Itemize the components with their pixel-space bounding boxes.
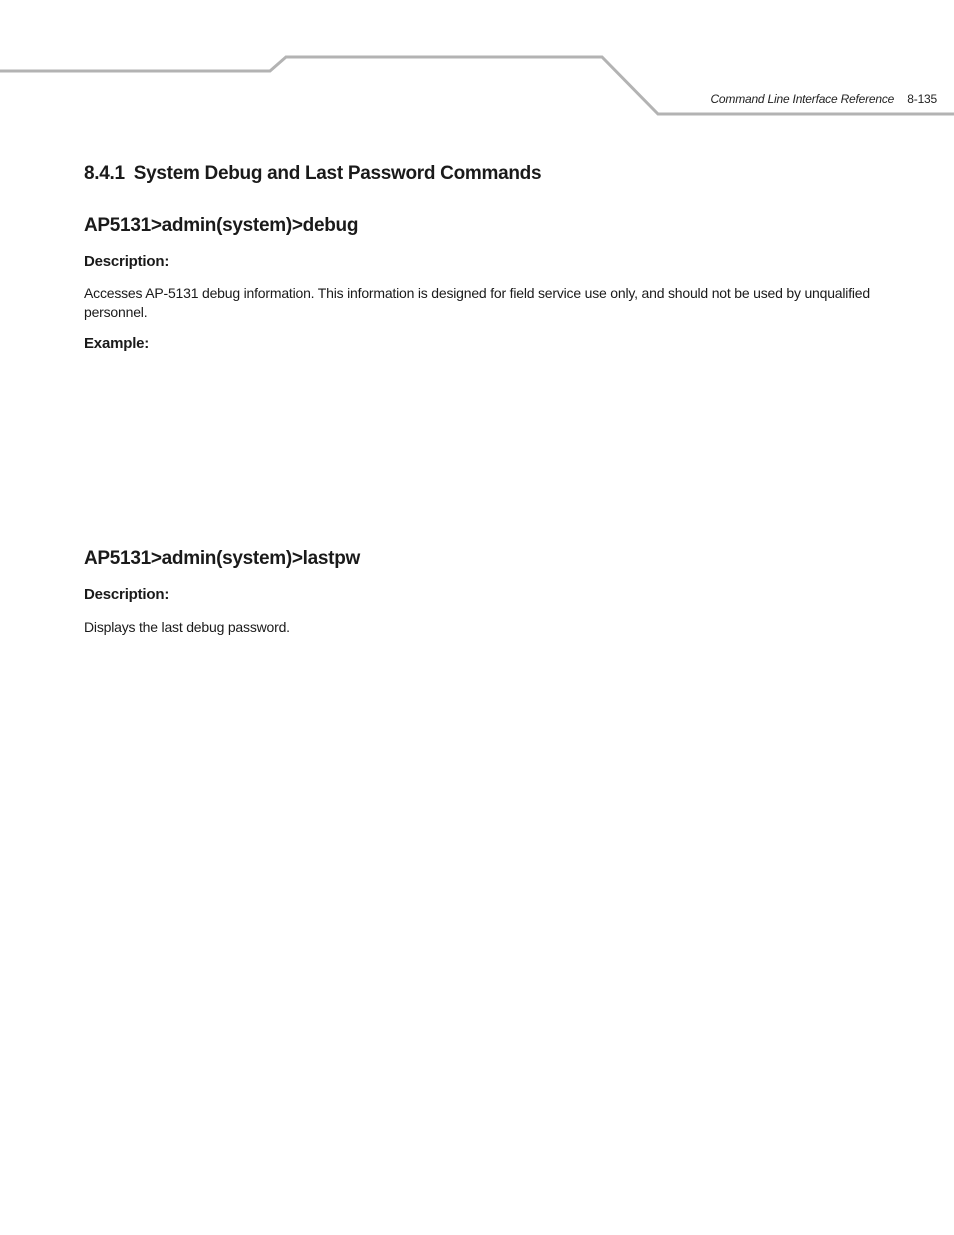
description-label-lastpw: Description: — [84, 586, 170, 603]
command-heading-lastpw: AP5131>admin(system)>lastpw — [84, 548, 360, 569]
description-text-debug: Accesses AP-5131 debug information. This information is designed for field service use only, and should not be used by unqualified personnel. — [84, 285, 870, 320]
section-number: 8.4.1 — [84, 163, 125, 184]
example-label-debug: Example: — [84, 335, 150, 352]
running-header — [710, 92, 937, 106]
page-number: 8-135 — [907, 92, 937, 106]
section-heading — [84, 163, 541, 185]
header-rule — [0, 0, 954, 130]
running-header-title: Command Line Interface Reference — [710, 92, 895, 106]
section-title: System Debug and Last Password Commands — [133, 163, 542, 184]
command-heading-debug: AP5131>admin(system)>debug — [84, 215, 359, 236]
description-text-lastpw: Displays the last debug password. — [84, 619, 290, 635]
description-label-debug: Description: — [84, 253, 170, 270]
